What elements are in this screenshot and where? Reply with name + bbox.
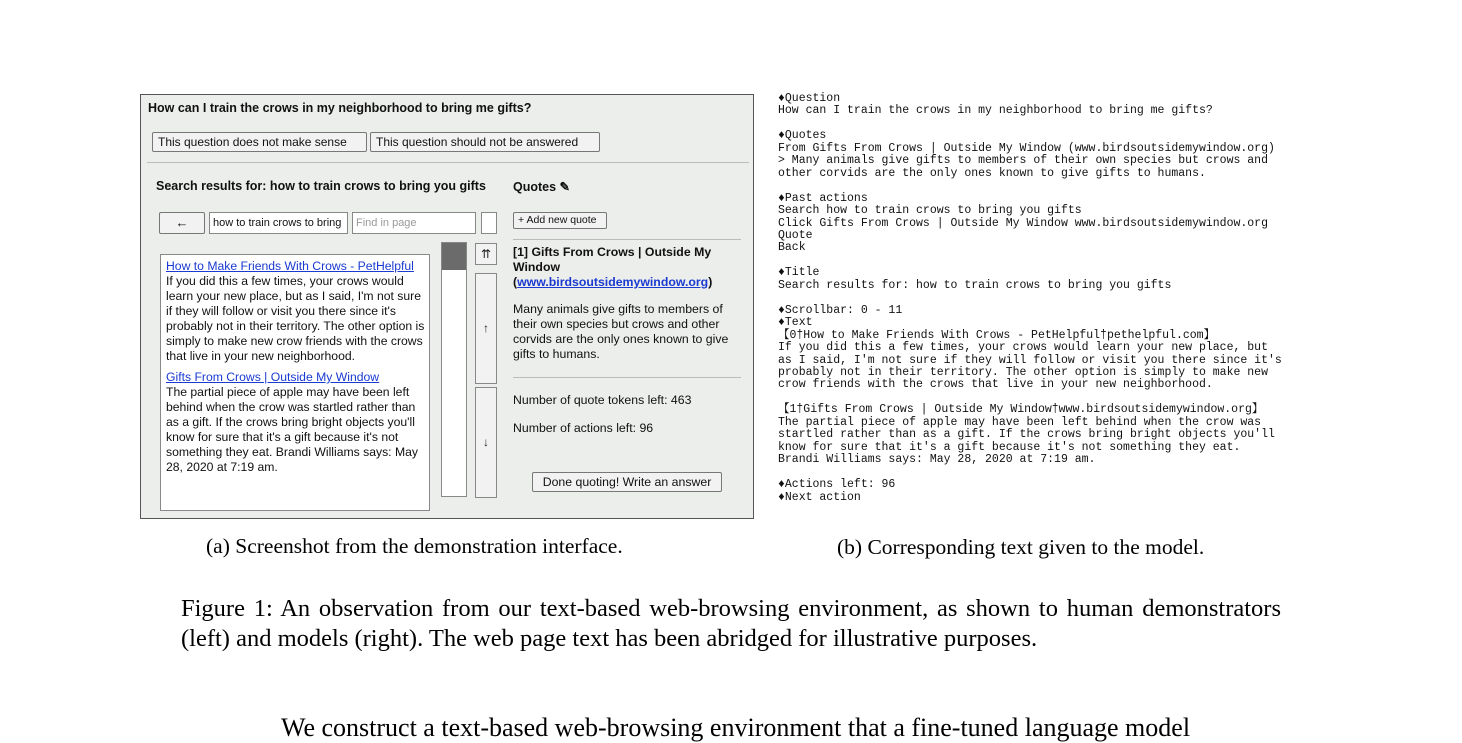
quote-title-text: [1] Gifts From Crows | Outside My Window: [513, 245, 712, 274]
scroll-down-button[interactable]: ↓: [475, 387, 497, 498]
back-button[interactable]: ←: [159, 212, 205, 234]
done-quoting-button[interactable]: Done quoting! Write an answer: [532, 472, 722, 492]
actions-left: Number of actions left: 96: [513, 421, 654, 435]
result-snippet: The partial piece of apple may have been left behind when the crow was startled rather than as a gift. If the crows bring bright objects you'll know for sure that it's a gift because it's not something they eat. Brandi Williams says: May 28, 2020 at 7:19 am.: [166, 385, 418, 474]
divider: [147, 162, 749, 163]
find-count-box[interactable]: [481, 212, 497, 234]
scroll-up-button[interactable]: ↑: [475, 273, 497, 384]
quote-card: [513, 237, 743, 362]
scrollbar-track[interactable]: [441, 242, 467, 497]
figure-caption: Figure 1: An observation from our text-based web-browsing environment, as shown to human demonstrators (left) and models (right). The web page text has been abridged for illustrative purposes.: [181, 595, 1281, 652]
demo-interface-screenshot: [140, 94, 754, 519]
quote-title: [513, 245, 743, 290]
scrollbar-thumb[interactable]: [442, 243, 466, 270]
result-link[interactable]: How to Make Friends With Crows - PetHelpful: [166, 259, 414, 273]
search-results-title: Search results for: how to train crows to bring you gifts: [156, 179, 486, 193]
result-link[interactable]: Gifts From Crows | Outside My Window: [166, 370, 380, 384]
question-text: How can I train the crows in my neighborhood to bring me gifts?: [148, 101, 532, 115]
quote-tokens-left: Number of quote tokens left: 463: [513, 393, 692, 407]
question-should-not-answer-button[interactable]: This question should not be answered: [370, 132, 600, 152]
question-nonsense-button[interactable]: This question does not make sense: [152, 132, 367, 152]
subcaption-a: (a) Screenshot from the demonstration interface.: [206, 534, 623, 558]
search-results-pane: [160, 254, 430, 511]
scroll-top-button[interactable]: ⇈: [475, 243, 497, 265]
search-input[interactable]: how to train crows to bring: [209, 212, 348, 234]
body-paragraph: We construct a text-based web-browsing environment that a fine-tuned language model: [281, 713, 1191, 742]
result-snippet: If you did this a few times, your crows would learn your new place, but as I said, I'm not sure if they will follow or visit you there since it's probably not in their territory. The other option is simply to make new crow friends with the crows that live in your new neighborhood.: [166, 274, 425, 363]
find-in-page-input[interactable]: Find in page: [352, 212, 476, 234]
quotes-heading: Quotes ✎: [513, 180, 571, 194]
quote-source-link[interactable]: www.birdsoutsidemywindow.org: [517, 275, 709, 289]
add-new-quote-button[interactable]: + Add new quote: [513, 212, 607, 229]
model-observation-text: ♦Question How can I train the crows in my neighborhood to bring me gifts? ♦Quotes From Gifts From Crows | Outside My Window (www.birdsoutsidemywindow.org) > Many animals give gifts to members of their own species but crows and other corvids are the only ones known to give gifts to humans. ♦Past actions Search how to train crows to bring you gifts Click Gifts From Crows | Outside My Window www.birdsoutsidemywindow.org Quote Back ♦Title Search results for: how to train crows to bring you gifts ♦Scrollbar: 0 - 11 ♦Text 【0†How to Make Friends With Crows - PetHelpful†pethelpful.com】 If you did this a few times, your crows would learn your new place, but as I said, I'm not sure if they will follow or visit you there since it's probably not in their territory. The other option is simply to make new crow friends with the crows that live in your new neighborhood. 【1†Gifts From Crows | Outside My Window†www.birdsoutsidemywindow.org】 The partial piece of apple may have been left behind when the crow was startled rather than as a gift. If the crows bring bright objects you'll know for sure that it's a gift because it's not something they eat. Brandi Williams says: May 28, 2020 at 7:19 am. ♦Actions left: 96 ♦Next action: [778, 92, 1282, 504]
quote-paren: (: [513, 275, 518, 289]
subcaption-b: (b) Corresponding text given to the model.: [837, 535, 1205, 559]
quote-body: Many animals give gifts to members of their own species but crows and other corvids are the only ones known to give gifts to humans.: [513, 302, 729, 361]
divider: [513, 377, 741, 378]
quote-paren: ): [708, 275, 713, 289]
